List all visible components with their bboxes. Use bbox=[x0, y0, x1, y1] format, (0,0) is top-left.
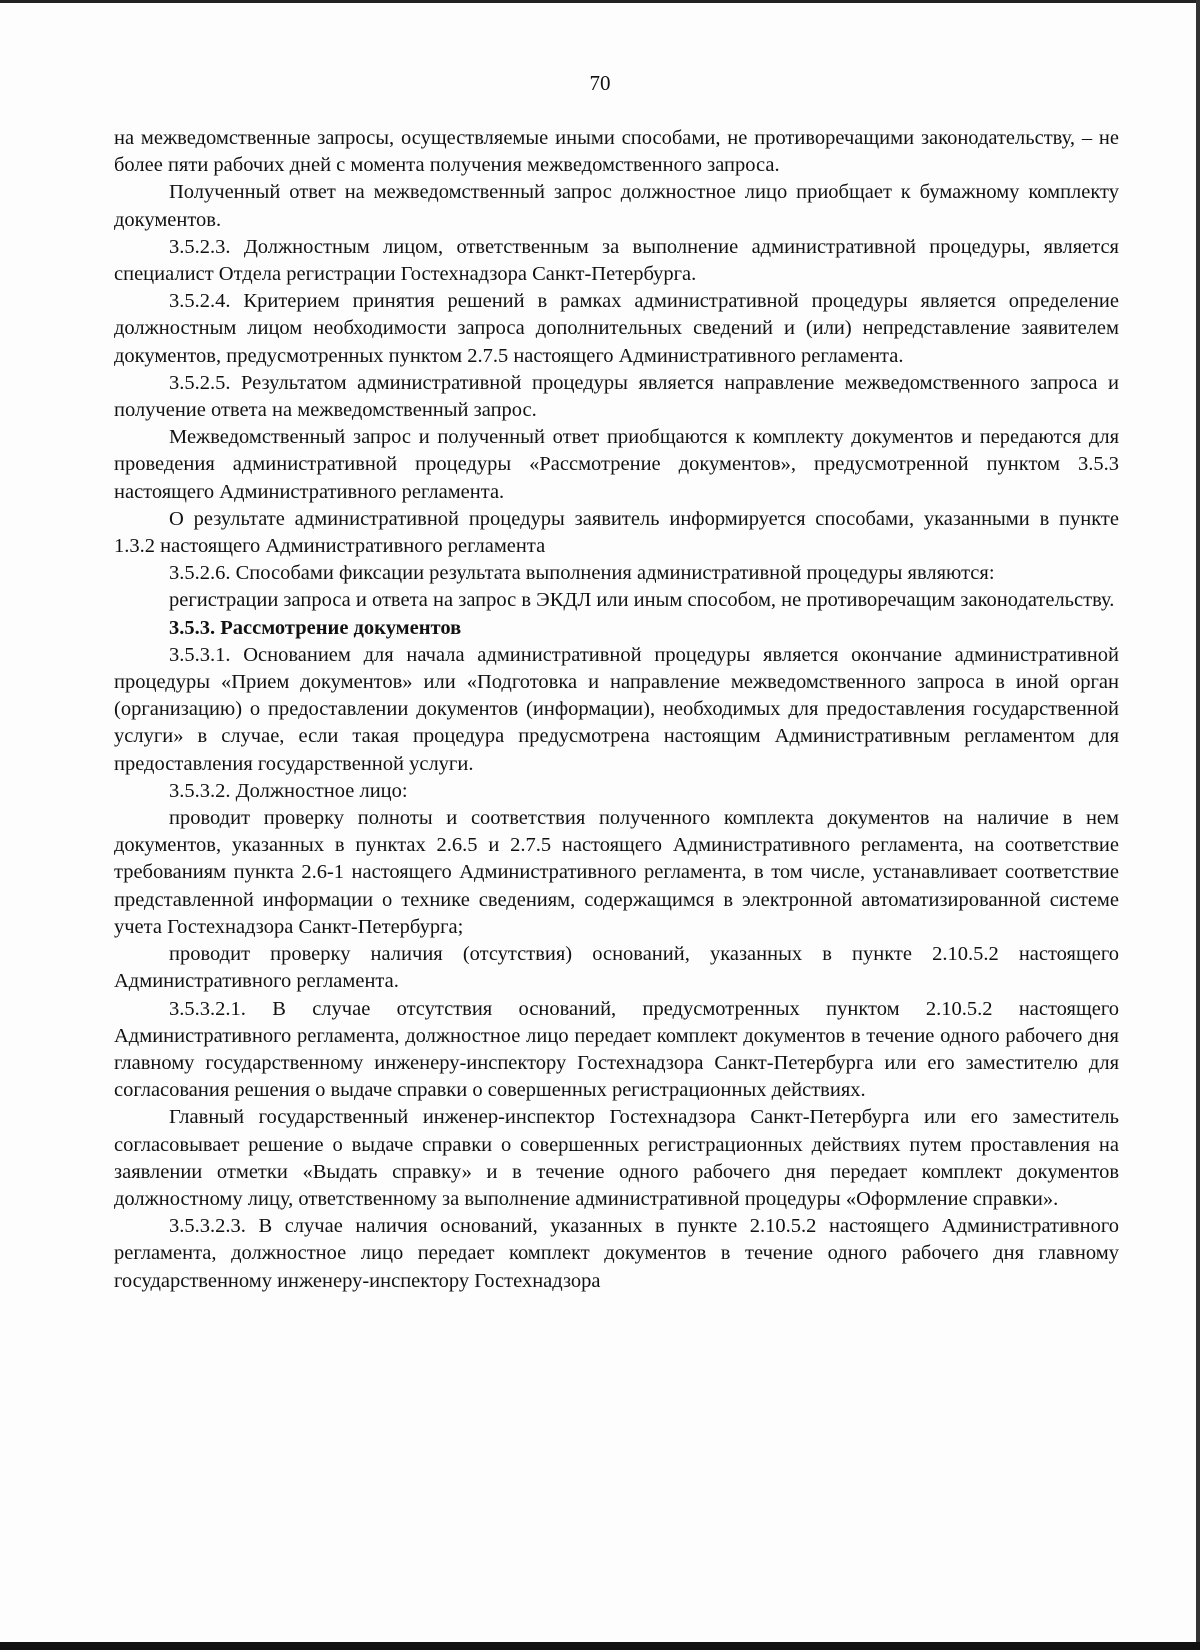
paragraph: 3.5.2.4. Критерием принятия решений в рамках административной процедуры является определение должностным лицом необходимости запроса дополнительных сведений и (или) непредставление заявителем документов, предусмотренных пунктом 2.7.5 настоящего Административного регламента. bbox=[114, 290, 1119, 367]
paragraph: 3.5.2.6. Способами фиксации результата выполнения административной процедуры являются: bbox=[169, 562, 995, 585]
paragraph: 3.5.2.3. Должностным лицом, ответственным за выполнение административной процедуры, является специалист Отдела регистрации Гостехнадзора Санкт-Петербурга. bbox=[114, 235, 1119, 286]
scan-edge-bottom bbox=[0, 1642, 1200, 1650]
paragraph: О результате административной процедуры заявитель информируется способами, указанными в пункте 1.3.2 настоящего Административного регламента bbox=[114, 507, 1119, 558]
paragraph: проводит проверку наличия (отсутствия) оснований, указанных в пункте 2.10.5.2 настоящего Административного регламента. bbox=[114, 943, 1119, 993]
paragraph: Межведомственный запрос и полученный ответ приобщаются к комплекту документов и передаются для проведения административной процедуры «Рассмотрение документов», предусмотренной пунктом 3.5.3 настоящего Административного регламента. bbox=[114, 426, 1119, 503]
paragraph: Полученный ответ на межведомственный запрос должностное лицо приобщает к бумажному комплекту документов. bbox=[114, 181, 1119, 231]
paragraph: 3.5.3.2. Должностное лицо: bbox=[169, 779, 408, 802]
paragraph: 3.5.3.2.1. В случае отсутствия оснований, предусмотренных пунктом 2.10.5.2 настоящего Административного регламента, должностное лицо передает комплект документов в течение одного рабочего дня главному государственному инженеру-инспектору Гостехнадзора Санкт-Петербурга или его заместителю для согласования решения о выдаче справки о совершенных регистрационных действиях. bbox=[114, 997, 1119, 1102]
paragraph: Главный государственный инженер-инспектор Гостехнадзора Санкт-Петербурга или его заместитель согласовывает решение о выдаче справки о совершенных регистрационных действиях путем проставления на заявлении отметки «Выдать справку» и в течение одного рабочего дня передает комплект документов должностному лицу, ответственному за выполнение административной процедуры «Оформление справки». bbox=[114, 1106, 1119, 1210]
document-body bbox=[114, 125, 1119, 1295]
paragraph: 3.5.2.5. Результатом административной процедуры является направление межведомственного запроса и получение ответа на межведомственный запрос. bbox=[114, 371, 1119, 422]
paragraph: 3.5.3.2.3. В случае наличия оснований, указанных в пункте 2.10.5.2 настоящего Административного регламента, должностное лицо передает комплект документов в течение одного рабочего дня главному государственному инженеру-инспектору Гостехнадзора bbox=[114, 1215, 1119, 1292]
page-number: 70 bbox=[589, 71, 611, 95]
section-heading: 3.5.3. Рассмотрение документов bbox=[169, 616, 462, 639]
paragraph: проводит проверку полноты и соответствия полученного комплекта документов на наличие в нем документов, указанных в пунктах 2.6.5 и 2.7.5 настоящего Административного регламента, на соответствие требованиям пункта 2.6-1 настоящего Административного регламента, в том числе, устанавливает соответствие представленной информации о технике сведениям, содержащимся в электронной автоматизированной системе учета Гостехнадзора Санкт-Петербурга; bbox=[114, 807, 1119, 938]
scan-edge-top bbox=[0, 0, 1200, 3]
scan-edge-right bbox=[1196, 0, 1200, 1650]
paragraph: на межведомственные запросы, осуществляемые иными способами, не противоречащими законодательству, – не более пяти рабочих дней с момента получения межведомственного запроса. bbox=[114, 127, 1119, 177]
paragraph: регистрации запроса и ответа на запрос в ЭКДЛ или иным способом, не противоречащим законодательству. bbox=[169, 589, 1115, 612]
paragraph: 3.5.3.1. Основанием для начала административной процедуры является окончание административной процедуры «Прием документов» или «Подготовка и направление межведомственного запроса в иной орган (организацию) о предоставлении документов (информации), необходимых для предоставления государственной услуги» в случае, если такая процедура предусмотрена настоящим Административным регламентом для предоставления государственной услуги. bbox=[114, 643, 1119, 775]
